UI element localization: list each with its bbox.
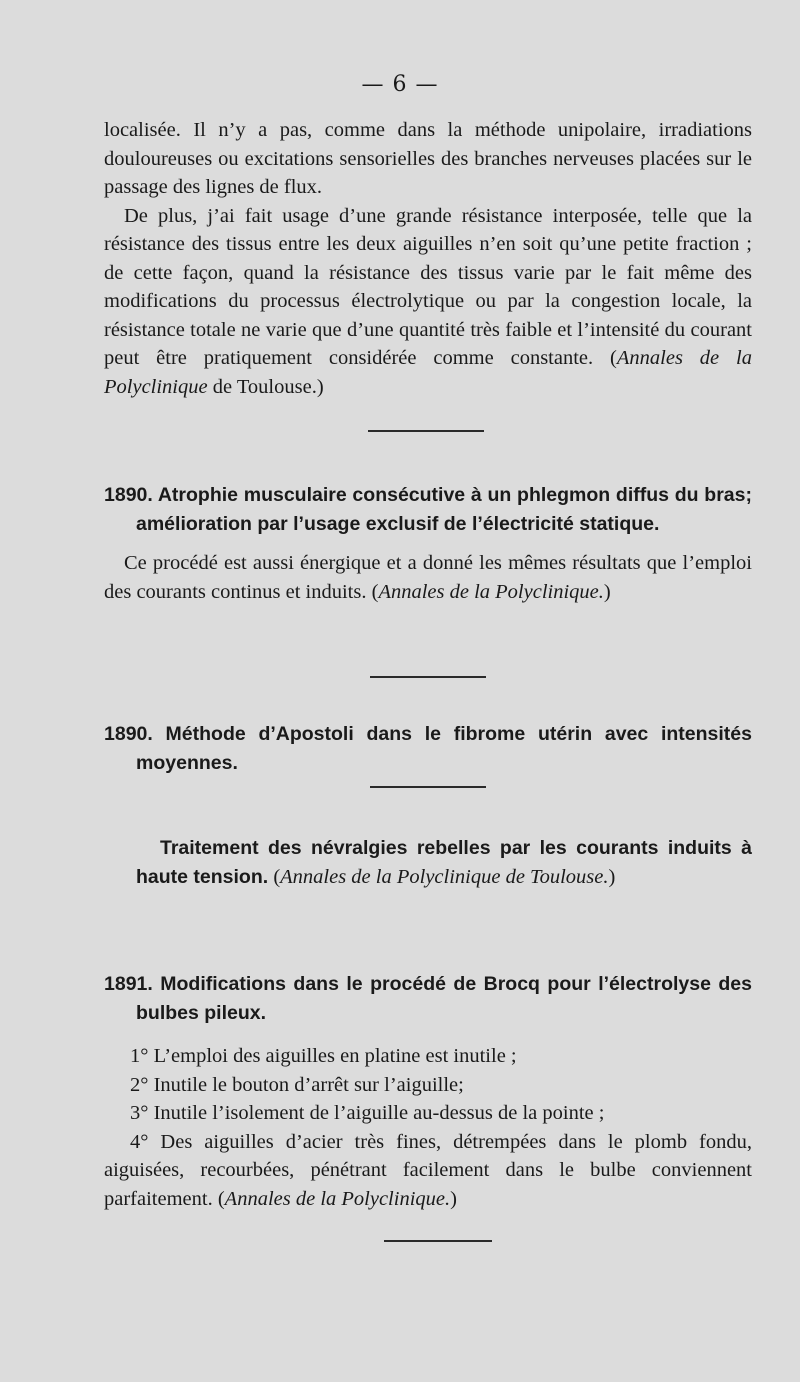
paragraph-2-text: De plus, j’ai fait usage d’une grande résistance interposée, telle que la résistance des tissus entre les deux aiguilles n’en soit qu’une petite fraction ; de cette façon, quand la résistance des tissus varie par le fait même des modifications du processus électrolytique ou par la congestion locale, la résistance totale ne varie que d’une quantité très faible et l’intensité du courant peut être pratiquement considérée comme constante. ( [104, 204, 752, 369]
paragraph-2-end: de Toulouse.) [207, 375, 324, 398]
entry-atrophie-body [104, 549, 752, 606]
entry-apostoli-title: Méthode d’Apostoli dans le fibrome utérin avec intensités moyennes. [136, 723, 752, 774]
entry-brocq-heading [104, 970, 752, 1028]
section-divider-2 [370, 676, 486, 678]
list-item-4-text: 4° Des aiguilles d’acier très fines, détrempées dans le plomb fondu, aiguisées, recourbées, pénétrant facilement dans le bulbe conviennent parfaitement. ( [104, 1130, 752, 1210]
list-item: 2° Inutile le bouton d’arrêt sur l’aiguille; [130, 1073, 464, 1096]
entry-nevralgies [104, 834, 752, 892]
list-item: 3° Inutile l’isolement de l’aiguille au-dessus de la pointe ; [130, 1102, 605, 1124]
paragraph-2-citation: Annales de la Polyclinique [104, 347, 752, 398]
entry-atrophie-end: ) [603, 580, 611, 603]
section-divider-4 [384, 1240, 492, 1242]
entry-nevralgies-title: Traitement des névralgies rebelles par les courants induits à haute tension. [136, 837, 752, 888]
entry-atrophie-year: 1890. [104, 484, 153, 506]
page-number: — 6 — [361, 72, 439, 97]
entry-apostoli-year: 1890. [104, 723, 153, 745]
entry-nevralgies-citation: Annales de la Polyclinique de Toulouse. [280, 866, 609, 888]
body-text-top [104, 116, 752, 401]
entry-atrophie-citation: Annales de la Polyclinique. [378, 580, 604, 603]
list-item: 1° L’emploi des aiguilles en platine est inutile ; [130, 1045, 517, 1067]
entry-nevralgies-end: ) [608, 866, 616, 888]
entry-brocq-list [104, 1042, 752, 1213]
entry-brocq-end: ) [450, 1187, 457, 1210]
entry-apostoli-heading [104, 720, 752, 778]
section-divider-1 [368, 430, 484, 432]
entry-nevralgies-heading [104, 834, 752, 892]
list-item-4 [104, 1128, 752, 1214]
entry-nevralgies-open: ( [268, 866, 281, 888]
paragraph-2 [104, 202, 752, 402]
entry-atrophie [104, 481, 752, 606]
section-divider-3 [370, 786, 486, 788]
entry-brocq-year: 1891. [104, 973, 153, 995]
entry-atrophie-title: Atrophie musculaire consécutive à un phlegmon diffus du bras; amélioration par l’usage exclusif de l’électricité statique. [136, 484, 752, 535]
paragraph-1: localisée. Il n’y a pas, comme dans la méthode unipolaire, irradiations douloureuses ou excitations sensorielles des branches nerveuses placées sur le passage des lignes de flux. [104, 119, 752, 198]
entry-brocq [104, 970, 752, 1213]
entry-atrophie-text: Ce procédé est aussi énergique et a donné les mêmes résultats que l’emploi des courants continus et induits. ( [104, 552, 752, 603]
entry-apostoli [104, 720, 752, 778]
entry-brocq-citation: Annales de la Polyclinique. [224, 1187, 451, 1210]
entry-atrophie-heading [104, 481, 752, 539]
entry-brocq-title: Modifications dans le procédé de Brocq pour l’électrolyse des bulbes pileux. [136, 973, 752, 1024]
